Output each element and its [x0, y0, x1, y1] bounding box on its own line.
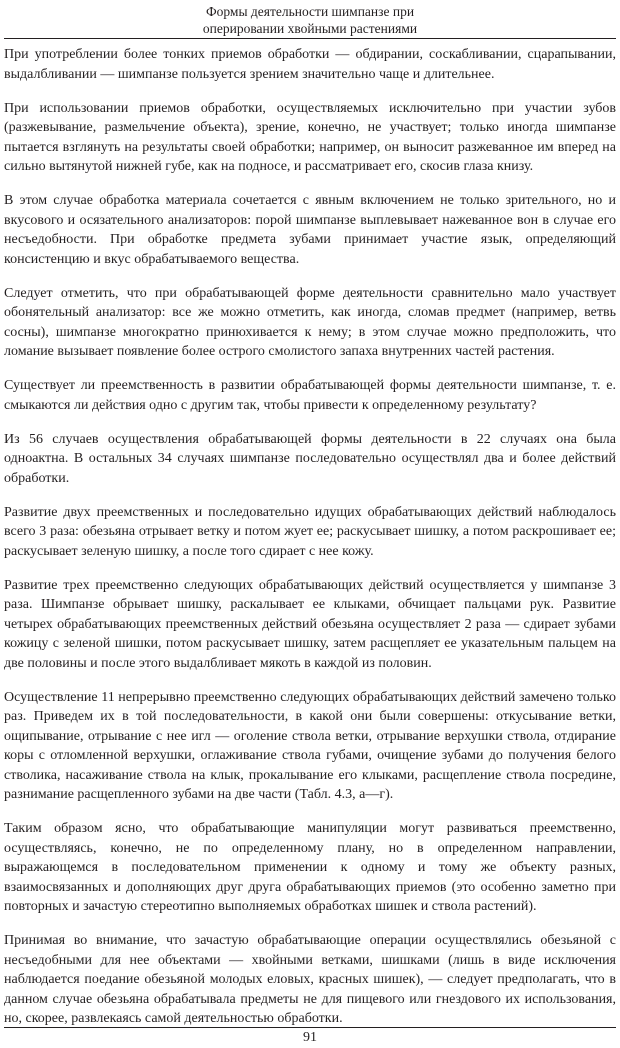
paragraph: При употреблении более тонких приемов обработки — обдирании, соскабливании, сцарапывании, выдалбливании — шимпанзе пользуется зрением значительно чаще и длительнее.	[4, 47, 616, 82]
paragraph: Существует ли преемственность в развитии обрабатывающей формы деятельности шимпанзе, т. е. смыкаются ли действия одно с другим так, чтобы привести к определенному результату?	[4, 378, 616, 413]
footer-divider	[4, 1027, 616, 1028]
paragraph: При использовании приемов обработки, осуществляемых исключительно при участии зубов (разжевывание, размельчение объекта), зрение, конечно, не участвует; только иногда шимпанзе пытается взглянуть на результаты своей обработки; например, он выносит разжеванное им вперед на сильно вытянутой нижней губе, как на подносе, и рассматривает его, скосив глаза книзу.	[4, 100, 616, 174]
running-header-line-2: оперировании хвойными растениями	[202, 21, 418, 36]
running-header-line-1: Формы деятельности шимпанзе при	[205, 4, 415, 19]
paragraph: Таким образом ясно, что обрабатывающие манипуляции могут развиваться преемственно, осуществляясь, конечно, не по определенному плану, но в определенном направлении, выражающемся в последовательном применении к одному и тому же объекту разных, взаимосвязанных и дополняющих друг друга обрабатывающих приемов (это особенно заметно при повторных и зачастую стереотипно выполняемых обработках шишек и ствола растений).	[4, 821, 616, 914]
paragraph: Из 56 случаев осуществления обрабатывающей формы деятельности в 22 случаях она была одноактна. В остальных 34 случаях шимпанзе последовательно осуществлял два и более действий обработки.	[4, 431, 616, 486]
paragraph: Осуществление 11 непрерывно преемственно следующих обрабатывающих действий замечено только раз. Приведем их в той последовательности, в какой они были совершены: откусывание ветки, ощипывание, отрывание с нее игл — оголение ствола ветки, отрывание верхушки ствола, отдирание коры с отломленной верхушки, оглаживание ствола губами, очищение зубами до получения белого стволика, насаживание ствола на клык, прокалывание его клыками, расщепление ствола посредине, разнимание расщепленного зубами на две части (Табл. 4.3, а—г).	[4, 689, 616, 802]
paragraph: В этом случае обработка материала сочетается с явным включением не только зрительного, но и вкусового и осязательного анализаторов: порой шимпанзе выплевывает нажеванное вон в случае его несъедобности. При обработке предмета зубами принимает участие язык, определяющий консистенцию и вкус обрабатываемого вещества.	[4, 193, 616, 267]
paragraph: Следует отметить, что при обрабатывающей форме деятельности сравнительно мало участвует обонятельный анализатор: все же можно отметить, как иногда, сломав предмет (например, ветвь сосны), шимпанзе многократно принюхивается к нему; в этом случае можно предположить, что ломание вызывает появление более острого смолистого запаха внутренних частей растения.	[4, 285, 616, 359]
paragraph: Развитие двух преемственных и последовательно идущих обрабатывающих действий наблюдалось всего 3 раза: обезьяна отрывает ветку и потом жует ее; раскусывает шишку, а потом раскрошивает ее; раскусывает зеленую шишку, а после того сдирает с нее кожу.	[4, 504, 616, 559]
paragraph: Принимая во внимание, что зачастую обрабатывающие операции осуществлялись обезьяной с несъедобными для нее объектами — хвойными ветками, шишками (лишь в виде исключения наблюдается поедание обезьяной молодых еловых, красных шишек), — следует предполагать, что в данном случае обезьяна обрабатывала предметы не для пищевого или гнездового их использования, но, скорее, развлекаясь самой деятельностью обработки.	[4, 933, 616, 1026]
page-number: 91	[303, 1030, 317, 1045]
paragraph: Развитие трех преемственно следующих обрабатывающих действий осуществляется у шимпанзе 3 раза. Шимпанзе обрывает шишку, раскалывает ее клыками, обчищает пальцами рук. Развитие четырех обрабатывающих преемственных действий обезьяна осуществляет 2 раза — сдирает зубами кожицу с зеленой шишки, потом раскусывает шишку, затем расщепляет ее указательным пальцем на две половины и после этого выдалбливает мякоть в каждой из половин.	[4, 577, 616, 671]
header-divider	[4, 38, 616, 39]
body-text	[4, 45, 616, 1043]
running-header	[0, 3, 620, 37]
